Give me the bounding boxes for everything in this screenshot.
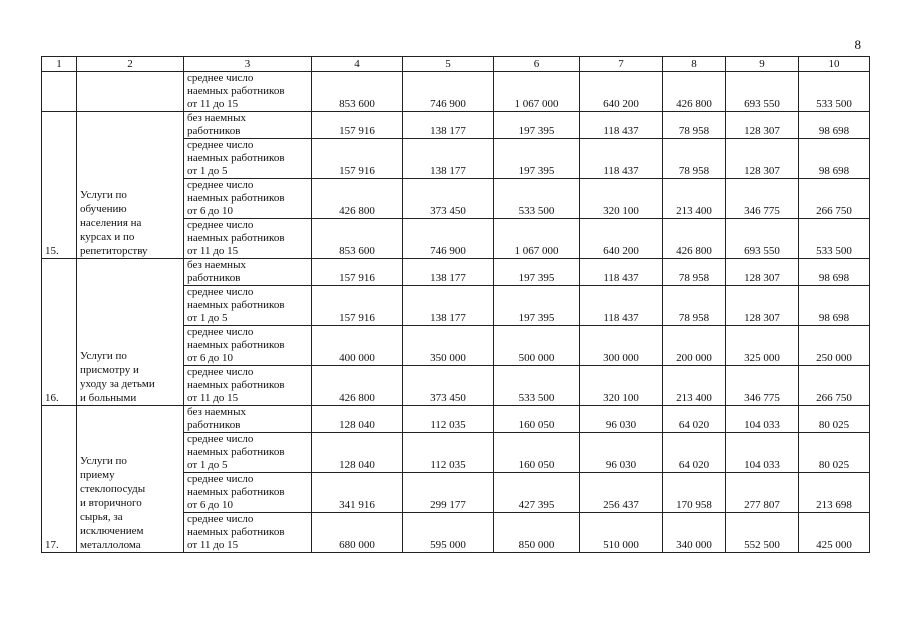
table-row	[42, 259, 870, 286]
value-cell-col-9: 104 033	[726, 433, 799, 473]
value-cell-col-4: 157 916	[312, 139, 403, 179]
value-cell-col-7: 640 200	[580, 219, 663, 259]
value-cell-col-5: 138 177	[403, 259, 494, 286]
service-line: стеклопосуды	[80, 483, 146, 495]
category-line: наемных работников	[187, 85, 285, 97]
category-line: среднее число	[187, 139, 254, 151]
category-cell	[184, 219, 312, 259]
service-line: Услуги по	[80, 455, 127, 467]
index-cell: 16.	[42, 259, 77, 406]
value-cell-col-6: 533 500	[494, 179, 580, 219]
category-line: работников	[187, 125, 241, 137]
value-cell-col-10: 533 500	[799, 219, 870, 259]
value-cell-col-5: 299 177	[403, 473, 494, 513]
category-cell	[184, 286, 312, 326]
category-cell	[184, 366, 312, 406]
header-row	[42, 57, 870, 72]
category-line: среднее число	[187, 219, 254, 231]
value-cell-col-8: 78 958	[663, 286, 726, 326]
value-cell-col-9: 325 000	[726, 326, 799, 366]
value-cell-col-9: 346 775	[726, 366, 799, 406]
value-cell-col-7: 640 200	[580, 72, 663, 112]
value-cell-col-5: 746 900	[403, 72, 494, 112]
service-line: Услуги по	[80, 189, 127, 201]
category-line: от 11 до 15	[187, 539, 239, 551]
value-cell-col-9: 128 307	[726, 139, 799, 179]
category-line: от 6 до 10	[187, 205, 234, 217]
value-cell-col-5: 373 450	[403, 179, 494, 219]
value-cell-col-8: 78 958	[663, 112, 726, 139]
value-cell-col-8: 426 800	[663, 72, 726, 112]
value-cell-col-8: 426 800	[663, 219, 726, 259]
category-cell	[184, 326, 312, 366]
column-header-7: 7	[580, 57, 663, 72]
table-row	[42, 406, 870, 433]
value-cell-col-6: 160 050	[494, 406, 580, 433]
value-cell-col-7: 320 100	[580, 366, 663, 406]
value-cell-col-10: 266 750	[799, 179, 870, 219]
value-cell-col-9: 693 550	[726, 219, 799, 259]
value-cell-col-7: 118 437	[580, 112, 663, 139]
column-header-1: 1	[42, 57, 77, 72]
value-cell-col-7: 118 437	[580, 259, 663, 286]
value-cell-col-8: 78 958	[663, 259, 726, 286]
category-cell	[184, 513, 312, 553]
value-cell-col-6: 427 395	[494, 473, 580, 513]
value-cell-col-5: 138 177	[403, 139, 494, 179]
service-line: и вторичного	[80, 497, 142, 509]
value-cell-col-8: 200 000	[663, 326, 726, 366]
category-line: среднее число	[187, 513, 254, 525]
category-line: наемных работников	[187, 299, 285, 311]
value-cell-col-6: 850 000	[494, 513, 580, 553]
table-body	[42, 72, 870, 553]
value-cell-col-7: 118 437	[580, 139, 663, 179]
column-header-3: 3	[184, 57, 312, 72]
value-cell-col-9: 693 550	[726, 72, 799, 112]
value-cell-col-10: 266 750	[799, 366, 870, 406]
category-line: без наемных	[187, 259, 246, 271]
value-cell-col-4: 426 800	[312, 366, 403, 406]
category-line: наемных работников	[187, 339, 285, 351]
category-cell	[184, 139, 312, 179]
value-cell-col-7: 118 437	[580, 286, 663, 326]
column-header-4: 4	[312, 57, 403, 72]
service-cell	[77, 112, 184, 259]
value-cell-col-5: 112 035	[403, 433, 494, 473]
category-line: наемных работников	[187, 232, 285, 244]
value-cell-col-4: 157 916	[312, 259, 403, 286]
value-cell-col-8: 78 958	[663, 139, 726, 179]
service-line: исключением	[80, 525, 144, 537]
value-cell-col-7: 96 030	[580, 406, 663, 433]
service-line: сырья, за	[80, 511, 123, 523]
service-cell	[77, 72, 184, 112]
value-cell-col-4: 341 916	[312, 473, 403, 513]
value-cell-col-6: 197 395	[494, 112, 580, 139]
index-cell: 17.	[42, 406, 77, 553]
value-cell-col-9: 346 775	[726, 179, 799, 219]
category-line: среднее число	[187, 286, 254, 298]
column-header-8: 8	[663, 57, 726, 72]
category-line: наемных работников	[187, 379, 285, 391]
value-cell-col-4: 853 600	[312, 219, 403, 259]
value-cell-col-6: 197 395	[494, 259, 580, 286]
category-line: среднее число	[187, 473, 254, 485]
index-cell	[42, 72, 77, 112]
service-line: курсах и по	[80, 231, 135, 243]
category-cell	[184, 259, 312, 286]
table-header	[42, 57, 870, 72]
service-line: репетиторству	[80, 245, 148, 257]
category-line: работников	[187, 419, 241, 431]
value-cell-col-7: 96 030	[580, 433, 663, 473]
value-cell-col-6: 500 000	[494, 326, 580, 366]
category-line: среднее число	[187, 179, 254, 191]
value-cell-col-6: 160 050	[494, 433, 580, 473]
value-cell-col-10: 425 000	[799, 513, 870, 553]
value-cell-col-7: 256 437	[580, 473, 663, 513]
value-cell-col-5: 112 035	[403, 406, 494, 433]
value-cell-col-8: 170 958	[663, 473, 726, 513]
category-line: от 6 до 10	[187, 352, 234, 364]
value-cell-col-4: 400 000	[312, 326, 403, 366]
service-line: и больными	[80, 392, 137, 404]
service-line: приему	[80, 469, 115, 481]
value-cell-col-10: 98 698	[799, 112, 870, 139]
category-line: наемных работников	[187, 446, 285, 458]
value-cell-col-10: 80 025	[799, 406, 870, 433]
service-cell	[77, 259, 184, 406]
column-header-2: 2	[77, 57, 184, 72]
value-cell-col-7: 510 000	[580, 513, 663, 553]
value-cell-col-10: 533 500	[799, 72, 870, 112]
category-line: среднее число	[187, 433, 254, 445]
category-line: от 1 до 5	[187, 459, 228, 471]
value-cell-col-5: 595 000	[403, 513, 494, 553]
value-cell-col-8: 213 400	[663, 179, 726, 219]
value-cell-col-5: 138 177	[403, 112, 494, 139]
category-line: от 1 до 5	[187, 165, 228, 177]
value-cell-col-9: 277 807	[726, 473, 799, 513]
column-header-5: 5	[403, 57, 494, 72]
service-line: обучению	[80, 203, 127, 215]
category-line: наемных работников	[187, 192, 285, 204]
value-cell-col-8: 64 020	[663, 406, 726, 433]
value-cell-col-8: 64 020	[663, 433, 726, 473]
column-header-6: 6	[494, 57, 580, 72]
category-line: без наемных	[187, 112, 246, 124]
value-cell-col-10: 250 000	[799, 326, 870, 366]
value-cell-col-10: 98 698	[799, 259, 870, 286]
value-cell-col-6: 533 500	[494, 366, 580, 406]
value-cell-col-6: 197 395	[494, 286, 580, 326]
rates-table	[41, 56, 870, 553]
category-line: от 1 до 5	[187, 312, 228, 324]
category-line: от 11 до 15	[187, 98, 239, 110]
index-cell: 15.	[42, 112, 77, 259]
category-cell	[184, 72, 312, 112]
category-line: без наемных	[187, 406, 246, 418]
value-cell-col-9: 128 307	[726, 259, 799, 286]
category-line: наемных работников	[187, 486, 285, 498]
value-cell-col-5: 746 900	[403, 219, 494, 259]
value-cell-col-6: 1 067 000	[494, 72, 580, 112]
value-cell-col-9: 128 307	[726, 112, 799, 139]
category-cell	[184, 433, 312, 473]
value-cell-col-6: 1 067 000	[494, 219, 580, 259]
value-cell-col-5: 138 177	[403, 286, 494, 326]
category-line: от 11 до 15	[187, 245, 239, 257]
column-header-10: 10	[799, 57, 870, 72]
value-cell-col-5: 350 000	[403, 326, 494, 366]
category-cell	[184, 406, 312, 433]
category-line: работников	[187, 272, 241, 284]
value-cell-col-9: 128 307	[726, 286, 799, 326]
category-cell	[184, 112, 312, 139]
value-cell-col-4: 853 600	[312, 72, 403, 112]
value-cell-col-9: 552 500	[726, 513, 799, 553]
service-line: металлолома	[80, 539, 141, 551]
service-cell	[77, 406, 184, 553]
column-header-9: 9	[726, 57, 799, 72]
category-line: среднее число	[187, 326, 254, 338]
category-cell	[184, 179, 312, 219]
value-cell-col-4: 128 040	[312, 433, 403, 473]
value-cell-col-8: 340 000	[663, 513, 726, 553]
value-cell-col-4: 157 916	[312, 112, 403, 139]
value-cell-col-7: 320 100	[580, 179, 663, 219]
value-cell-col-4: 680 000	[312, 513, 403, 553]
page-number: 8	[854, 37, 861, 52]
category-cell	[184, 473, 312, 513]
table-row	[42, 72, 870, 112]
value-cell-col-6: 197 395	[494, 139, 580, 179]
value-cell-col-4: 157 916	[312, 286, 403, 326]
category-line: от 6 до 10	[187, 499, 234, 511]
value-cell-col-9: 104 033	[726, 406, 799, 433]
category-line: среднее число	[187, 72, 254, 84]
category-line: наемных работников	[187, 152, 285, 164]
value-cell-col-8: 213 400	[663, 366, 726, 406]
table-row	[42, 112, 870, 139]
service-line: Услуги по	[80, 350, 127, 362]
service-line: населения на	[80, 217, 142, 229]
value-cell-col-7: 300 000	[580, 326, 663, 366]
category-line: среднее число	[187, 366, 254, 378]
service-line: присмотру и	[80, 364, 139, 376]
value-cell-col-10: 98 698	[799, 139, 870, 179]
value-cell-col-4: 128 040	[312, 406, 403, 433]
category-line: наемных работников	[187, 526, 285, 538]
service-line: уходу за детьми	[80, 378, 155, 390]
value-cell-col-10: 213 698	[799, 473, 870, 513]
value-cell-col-4: 426 800	[312, 179, 403, 219]
value-cell-col-10: 80 025	[799, 433, 870, 473]
value-cell-col-10: 98 698	[799, 286, 870, 326]
category-line: от 11 до 15	[187, 392, 239, 404]
value-cell-col-5: 373 450	[403, 366, 494, 406]
